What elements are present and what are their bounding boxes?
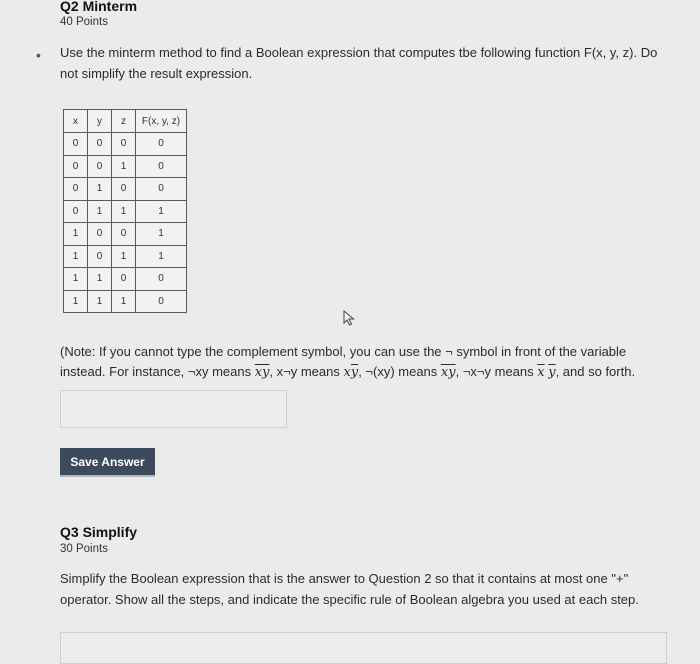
col-header-y: y [88, 110, 112, 133]
note-text-4: , ¬x¬y means [455, 364, 538, 379]
cell-y: 1 [88, 290, 112, 313]
cell-x: 0 [64, 200, 88, 223]
note-expr-2a: x [343, 365, 351, 380]
note-text-3: , ¬(xy) means [358, 364, 441, 379]
cell-y: 1 [88, 268, 112, 291]
truth-table-row [64, 290, 187, 313]
cell-x: 1 [64, 245, 88, 268]
q2-prompt: Use the minterm method to find a Boolean expression that computes tbe following function F(x, y, z). Do not simplify the result expression. [60, 45, 658, 81]
truth-table-row [64, 223, 187, 246]
cell-x: 0 [64, 133, 88, 156]
note-text-5: , and so forth. [555, 364, 636, 379]
bullet-icon: • [36, 47, 41, 63]
mouse-cursor-icon [342, 310, 356, 326]
cell-y: 1 [88, 178, 112, 201]
note-expr-4b: $\overline{y}$ [548, 365, 556, 380]
cell-f: 1 [136, 200, 187, 223]
cell-z: 1 [112, 290, 136, 313]
cell-f: 0 [136, 290, 187, 313]
truth-table-row [64, 268, 187, 291]
cell-z: 1 [112, 200, 136, 223]
truth-table-row [64, 178, 187, 201]
q3-answer-input[interactable] [60, 632, 667, 664]
cell-z: 1 [112, 155, 136, 178]
cell-f: 1 [136, 245, 187, 268]
col-header-f: F(x, y, z) [136, 110, 187, 133]
note-text-2: , x¬y means [269, 364, 344, 379]
cell-f: 0 [136, 178, 187, 201]
note-expr-3: $\overline{xy}$ [440, 365, 456, 380]
cell-y: 0 [88, 155, 112, 178]
q2-points: 40 Points [60, 16, 108, 28]
q3-prompt: Simplify the Boolean expression that is the answer to Question 2 so that it contains at most one "+" operator. Show all the steps, and indicate the specific rule of Boolean algebra you used at each step. [60, 571, 639, 607]
cell-f: 1 [136, 223, 187, 246]
save-answer-button[interactable]: Save Answer [60, 448, 155, 477]
cell-x: 0 [64, 155, 88, 178]
cell-z: 0 [112, 268, 136, 291]
q2-title: Q2 Minterm [60, 0, 138, 14]
q2-answer-input[interactable] [60, 390, 287, 428]
complement-note [60, 342, 670, 383]
truth-table-row [64, 245, 187, 268]
col-header-z: z [112, 110, 136, 133]
cell-z: 0 [112, 223, 136, 246]
note-expr-4a: $\overline{x}$ [537, 365, 545, 380]
truth-table-header-row [64, 110, 187, 133]
q3-points: 30 Points [60, 543, 108, 555]
truth-table-row [64, 133, 187, 156]
truth-table-row [64, 155, 187, 178]
q3-title: Q3 Simplify [60, 524, 138, 540]
cell-f: 0 [136, 268, 187, 291]
cell-x: 1 [64, 223, 88, 246]
note-text-1: (Note: If you cannot type the complement symbol, you can use the ¬ symbol in front of the variable instead. For instance, ¬xy means [60, 344, 627, 379]
cell-y: 1 [88, 200, 112, 223]
cell-x: 1 [64, 268, 88, 291]
cell-x: 1 [64, 290, 88, 313]
note-expr-2b: $\overline{y}$ [350, 365, 359, 380]
cell-f: 0 [136, 133, 187, 156]
note-expr-1: $\overline{xy}$ [254, 365, 270, 380]
cell-x: 0 [64, 178, 88, 201]
cell-z: 0 [112, 178, 136, 201]
cell-z: 1 [112, 245, 136, 268]
cell-z: 0 [112, 133, 136, 156]
cell-y: 0 [88, 223, 112, 246]
cell-f: 0 [136, 155, 187, 178]
truth-table [63, 109, 187, 313]
truth-table-row [64, 200, 187, 223]
cell-y: 0 [88, 245, 112, 268]
cell-y: 0 [88, 133, 112, 156]
col-header-x: x [64, 110, 88, 133]
